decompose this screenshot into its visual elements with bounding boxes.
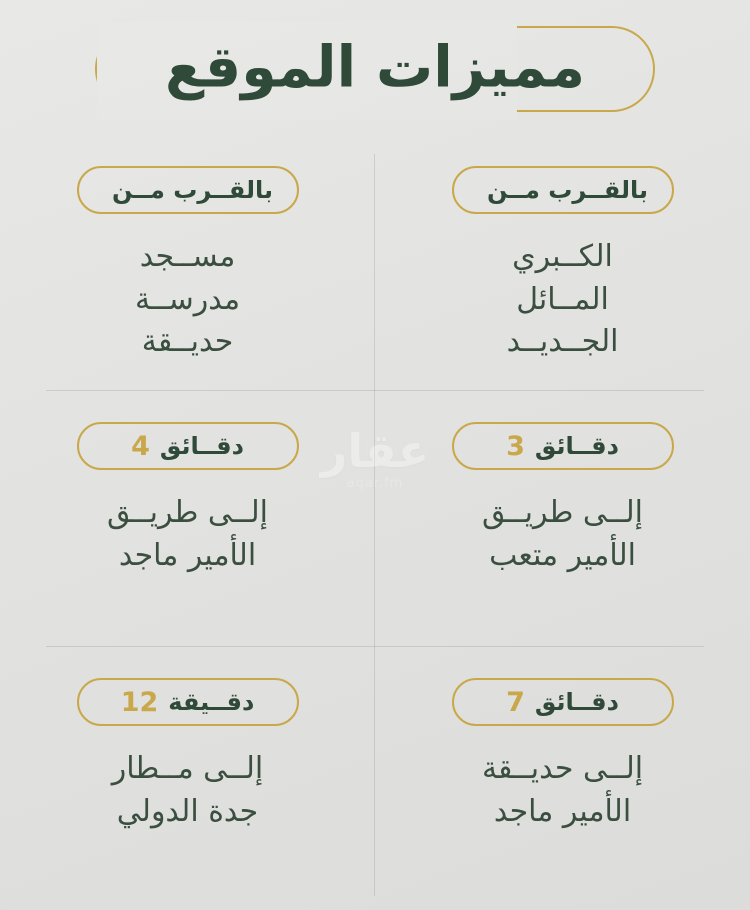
watermark-logo: عقار [320,424,430,478]
feature-lines [507,236,619,364]
feature-line: حديــقة [141,324,234,360]
feature-badge-value: 4 [131,430,150,462]
title-pill [95,26,655,112]
feature-item [0,396,375,652]
feature-badge-value: 12 [120,686,159,718]
feature-lines [482,492,643,577]
feature-line: مســجد [139,239,236,274]
feature-line: مدرســة [134,281,241,317]
feature-line: الأمير ماجد [118,537,257,573]
feature-line: إلــى طريــق [107,495,268,530]
feature-line: الأمير متعب [489,537,636,573]
page-title: مميزات الموقع [164,34,586,101]
feature-line: المــائل [516,281,609,317]
feature-lines [112,748,263,833]
feature-badge [452,166,674,214]
feature-item [0,140,375,396]
feature-lines [107,492,268,577]
feature-lines [135,236,240,364]
feature-item [0,652,375,908]
feature-badge-label: دقــائق [534,688,619,716]
feature-badge [452,678,674,726]
features-grid [0,140,750,910]
feature-badge [77,678,299,726]
page-title-container [0,26,750,112]
feature-line: الجــديــد [506,324,619,360]
watermark-subtitle: aqar.fm [346,476,404,491]
feature-badge [452,422,674,470]
feature-badge-label: بالقــرب مــن [112,176,273,204]
feature-badge-label: دقــائق [534,432,619,460]
feature-line: إلــى حديــقة [481,751,644,786]
feature-item [375,140,750,396]
feature-line: الكــبري [512,239,613,274]
feature-line: الأمير ماجد [493,793,632,829]
feature-badge-label: دقــائق [159,432,244,460]
feature-badge-value: 7 [506,686,525,718]
feature-line: إلــى طريــق [482,495,643,530]
feature-item [375,396,750,652]
feature-line: إلــى مــطار [111,751,264,786]
feature-badge-label: بالقــرب مــن [487,176,648,204]
feature-badge-value: 3 [506,430,525,462]
feature-item [375,652,750,908]
feature-badge [77,422,299,470]
feature-line: جدة الدولي [116,793,259,829]
feature-badge-label: دقــيقة [168,688,255,716]
feature-lines [482,748,643,833]
feature-badge [77,166,299,214]
